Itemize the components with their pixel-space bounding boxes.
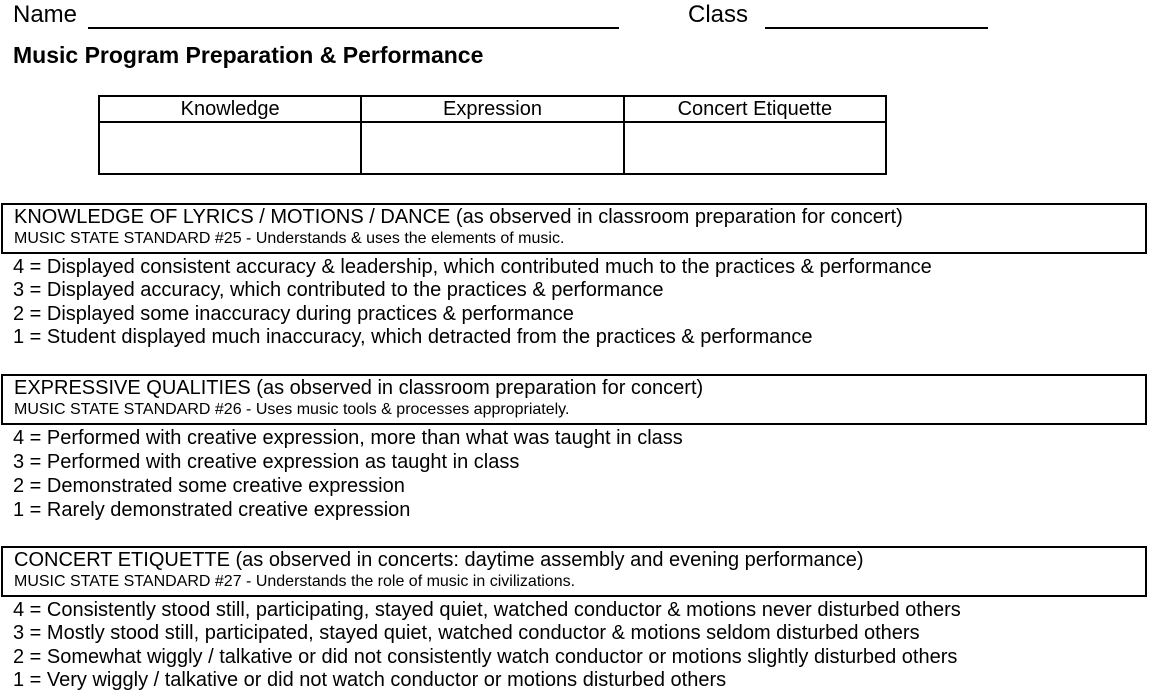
criterion-item: 2 = Demonstrated some creative expression (13, 475, 405, 497)
section-heading: KNOWLEDGE OF LYRICS / MOTIONS / DANCE (as observed in classroom preparation for concert) (14, 206, 903, 228)
section-heading-box-concert-etiquette (1, 546, 1147, 597)
criterion-item: 1 = Rarely demonstrated creative expression (13, 499, 411, 521)
section-heading-box-expression (1, 374, 1147, 425)
criterion-item: 1 = Very wiggly / talkative or did not watch conductor or motions disturbed others (13, 669, 727, 691)
section-heading: CONCERT ETIQUETTE (as observed in concerts: daytime assembly and evening performance) (14, 549, 864, 571)
score-cell-knowledge[interactable] (99, 122, 361, 174)
section-heading-box-knowledge (1, 203, 1147, 254)
name-label: Name (13, 1, 78, 28)
criterion-item: 2 = Somewhat wiggly / talkative or did not consistently watch conductor or motions slightly disturbed others (13, 646, 958, 668)
name-field[interactable] (88, 27, 619, 29)
criterion-item: 4 = Performed with creative expression, more than what was taught in class (13, 427, 683, 449)
class-field[interactable] (765, 27, 988, 29)
criterion-item: 3 = Displayed accuracy, which contributed to the practices & performance (13, 279, 664, 301)
score-cell-concert-etiquette[interactable] (624, 122, 886, 174)
section-standard: MUSIC STATE STANDARD #27 - Understands the role of music in civilizations. (14, 573, 576, 590)
class-label: Class (688, 1, 749, 28)
section-standard: MUSIC STATE STANDARD #26 - Uses music tools & processes appropriately. (14, 401, 570, 418)
criterion-item: 3 = Performed with creative expression as taught in class (13, 451, 520, 473)
section-heading: EXPRESSIVE QUALITIES (as observed in classroom preparation for concert) (14, 377, 704, 399)
score-table (98, 95, 887, 175)
column-header-concert-etiquette: Concert Etiquette (624, 96, 886, 122)
criterion-item: 4 = Displayed consistent accuracy & leadership, which contributed much to the practices & performance (13, 256, 932, 278)
column-header-expression: Expression (361, 96, 623, 122)
column-header-knowledge: Knowledge (99, 96, 361, 122)
score-cell-expression[interactable] (361, 122, 623, 174)
criterion-item: 4 = Consistently stood still, participating, stayed quiet, watched conductor & motions never disturbed others (13, 599, 961, 621)
criterion-item: 1 = Student displayed much inaccuracy, which detracted from the practices & performance (13, 326, 813, 348)
page-title: Music Program Preparation & Performance (13, 42, 484, 68)
criterion-item: 2 = Displayed some inaccuracy during practices & performance (13, 303, 574, 325)
criterion-item: 3 = Mostly stood still, participated, stayed quiet, watched conductor & motions seldom disturbed others (13, 622, 920, 644)
section-standard: MUSIC STATE STANDARD #25 - Understands & uses the elements of music. (14, 230, 565, 247)
